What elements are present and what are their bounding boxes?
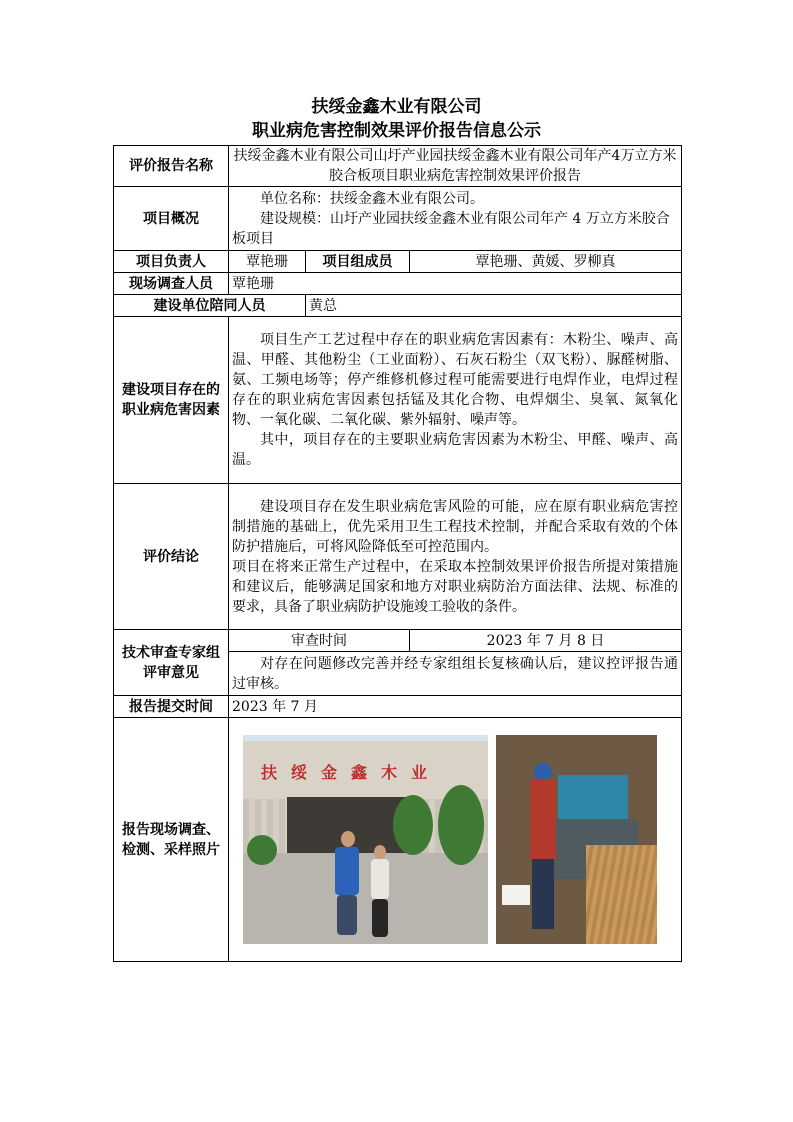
review-time-value: 2023 年 7 月 8 日 bbox=[410, 630, 682, 652]
leader-label: 项目负责人 bbox=[114, 251, 229, 273]
photo-person-shorts bbox=[337, 895, 357, 935]
photo-person-shirt bbox=[335, 847, 359, 895]
review-label bbox=[114, 630, 229, 696]
photo-factory-sign: 扶绥金鑫木业 bbox=[261, 762, 442, 782]
conclusion-cell bbox=[229, 484, 682, 630]
submit-label: 报告提交时间 bbox=[114, 696, 229, 718]
row-photos bbox=[114, 718, 682, 962]
row-report-name bbox=[114, 146, 682, 187]
row-overview bbox=[114, 187, 682, 251]
review-opinion: 对存在问题修改完善并经专家组组长复核确认后，建议控评报告通过审核。 bbox=[229, 652, 682, 696]
row-companion bbox=[114, 295, 682, 317]
photos-cell bbox=[229, 718, 682, 962]
info-table bbox=[113, 145, 682, 962]
photo-person2-pants bbox=[372, 899, 388, 937]
overview-label: 项目概况 bbox=[114, 187, 229, 251]
overview-scale: 建设规模：山圩产业园扶绥金鑫木业有限公司年产 4 万立方米胶合板项目 bbox=[232, 210, 670, 247]
site-photo-workshop bbox=[496, 735, 657, 944]
submit-value: 2023 年 7 月 bbox=[229, 696, 682, 718]
photo-person-head bbox=[341, 831, 355, 847]
conclusion-p2: 项目在将来正常生产过程中，在采取本控制效果评价报告所提对策措施和建议后，能够满足国家和地方对职业病防治方面法律、法规、标准的要求，具备了职业病防护设施竣工验收的条件。 bbox=[232, 558, 679, 615]
photo-worker-body bbox=[530, 779, 556, 859]
members-value: 覃艳珊、黄媛、罗柳真 bbox=[410, 251, 682, 273]
row-leader bbox=[114, 251, 682, 273]
hazards-p2: 其中，项目存在的主要职业病危害因素为木粉尘、甲醛、噪声、高温。 bbox=[232, 432, 679, 468]
photo-person2-head bbox=[374, 845, 386, 859]
page-title: 职业病危害控制效果评价报告信息公示 bbox=[252, 121, 541, 141]
review-label-line1: 技术审查专家组 bbox=[122, 644, 220, 661]
survey-value: 覃艳珊 bbox=[229, 273, 682, 295]
photos-area bbox=[229, 720, 681, 960]
row-survey bbox=[114, 273, 682, 295]
photo-person2-shirt bbox=[371, 859, 389, 899]
company-name: 扶绥金鑫木业有限公司 bbox=[311, 97, 482, 117]
photo-wood-veneer bbox=[586, 845, 657, 944]
photo-worker-legs bbox=[532, 859, 554, 929]
photos-label: 报告现场调查、检测、采样照片 bbox=[114, 718, 229, 962]
review-label-line2: 评审意见 bbox=[143, 664, 199, 681]
photo-notice-board bbox=[502, 885, 530, 905]
report-name-value: 扶绥金鑫木业有限公司山圩产业园扶绥金鑫木业有限公司年产4万立方米胶合板项目职业病危害控制效果评价报告 bbox=[229, 146, 682, 187]
companion-value: 黄总 bbox=[306, 295, 682, 317]
photo-machine bbox=[558, 775, 628, 819]
hazards-label: 建设项目存在的职业病危害因素 bbox=[114, 317, 229, 484]
report-name-label: 评价报告名称 bbox=[114, 146, 229, 187]
companion-label: 建设单位陪同人员 bbox=[114, 295, 306, 317]
review-time-label: 审查时间 bbox=[229, 630, 410, 652]
photo-shrub bbox=[247, 835, 277, 865]
row-hazards bbox=[114, 317, 682, 484]
members-label: 项目组成员 bbox=[306, 251, 410, 273]
row-conclusion bbox=[114, 484, 682, 630]
photo-tree bbox=[393, 795, 433, 855]
survey-label: 现场调查人员 bbox=[114, 273, 229, 295]
row-submit bbox=[114, 696, 682, 718]
photo-tree bbox=[438, 785, 484, 865]
leader-value: 覃艳珊 bbox=[229, 251, 306, 273]
overview-cell bbox=[229, 187, 682, 251]
photo-ground bbox=[243, 853, 488, 944]
conclusion-label: 评价结论 bbox=[114, 484, 229, 630]
overview-unit: 单位名称：扶绥金鑫木业有限公司。 bbox=[260, 190, 484, 207]
hazards-cell bbox=[229, 317, 682, 484]
hazards-p1: 项目生产工艺过程中存在的职业病危害因素有：木粉尘、噪声、高温、甲醛、其他粉尘（工业面粉）、石灰石粉尘（双飞粉）、脲醛树脂、氨、工频电场等；停产维修机修过程可能需要进行电焊作业，电焊过程存在的职业病危害因素包括锰及其化合物、电焊烟尘、臭氧、氮氧化物、一氧化碳、二氧化碳、紫外辐射、噪声等。 bbox=[232, 332, 679, 428]
site-photo-factory bbox=[243, 735, 488, 944]
conclusion-p1: 建设项目存在发生职业病危害风险的可能，应在原有职业病危害控制措施的基础上，优先采用卫生工程技术控制，并配合采取有效的个体防护措施后，可将风险降低至可控范围内。 bbox=[232, 498, 679, 555]
row-review-time bbox=[114, 630, 682, 652]
